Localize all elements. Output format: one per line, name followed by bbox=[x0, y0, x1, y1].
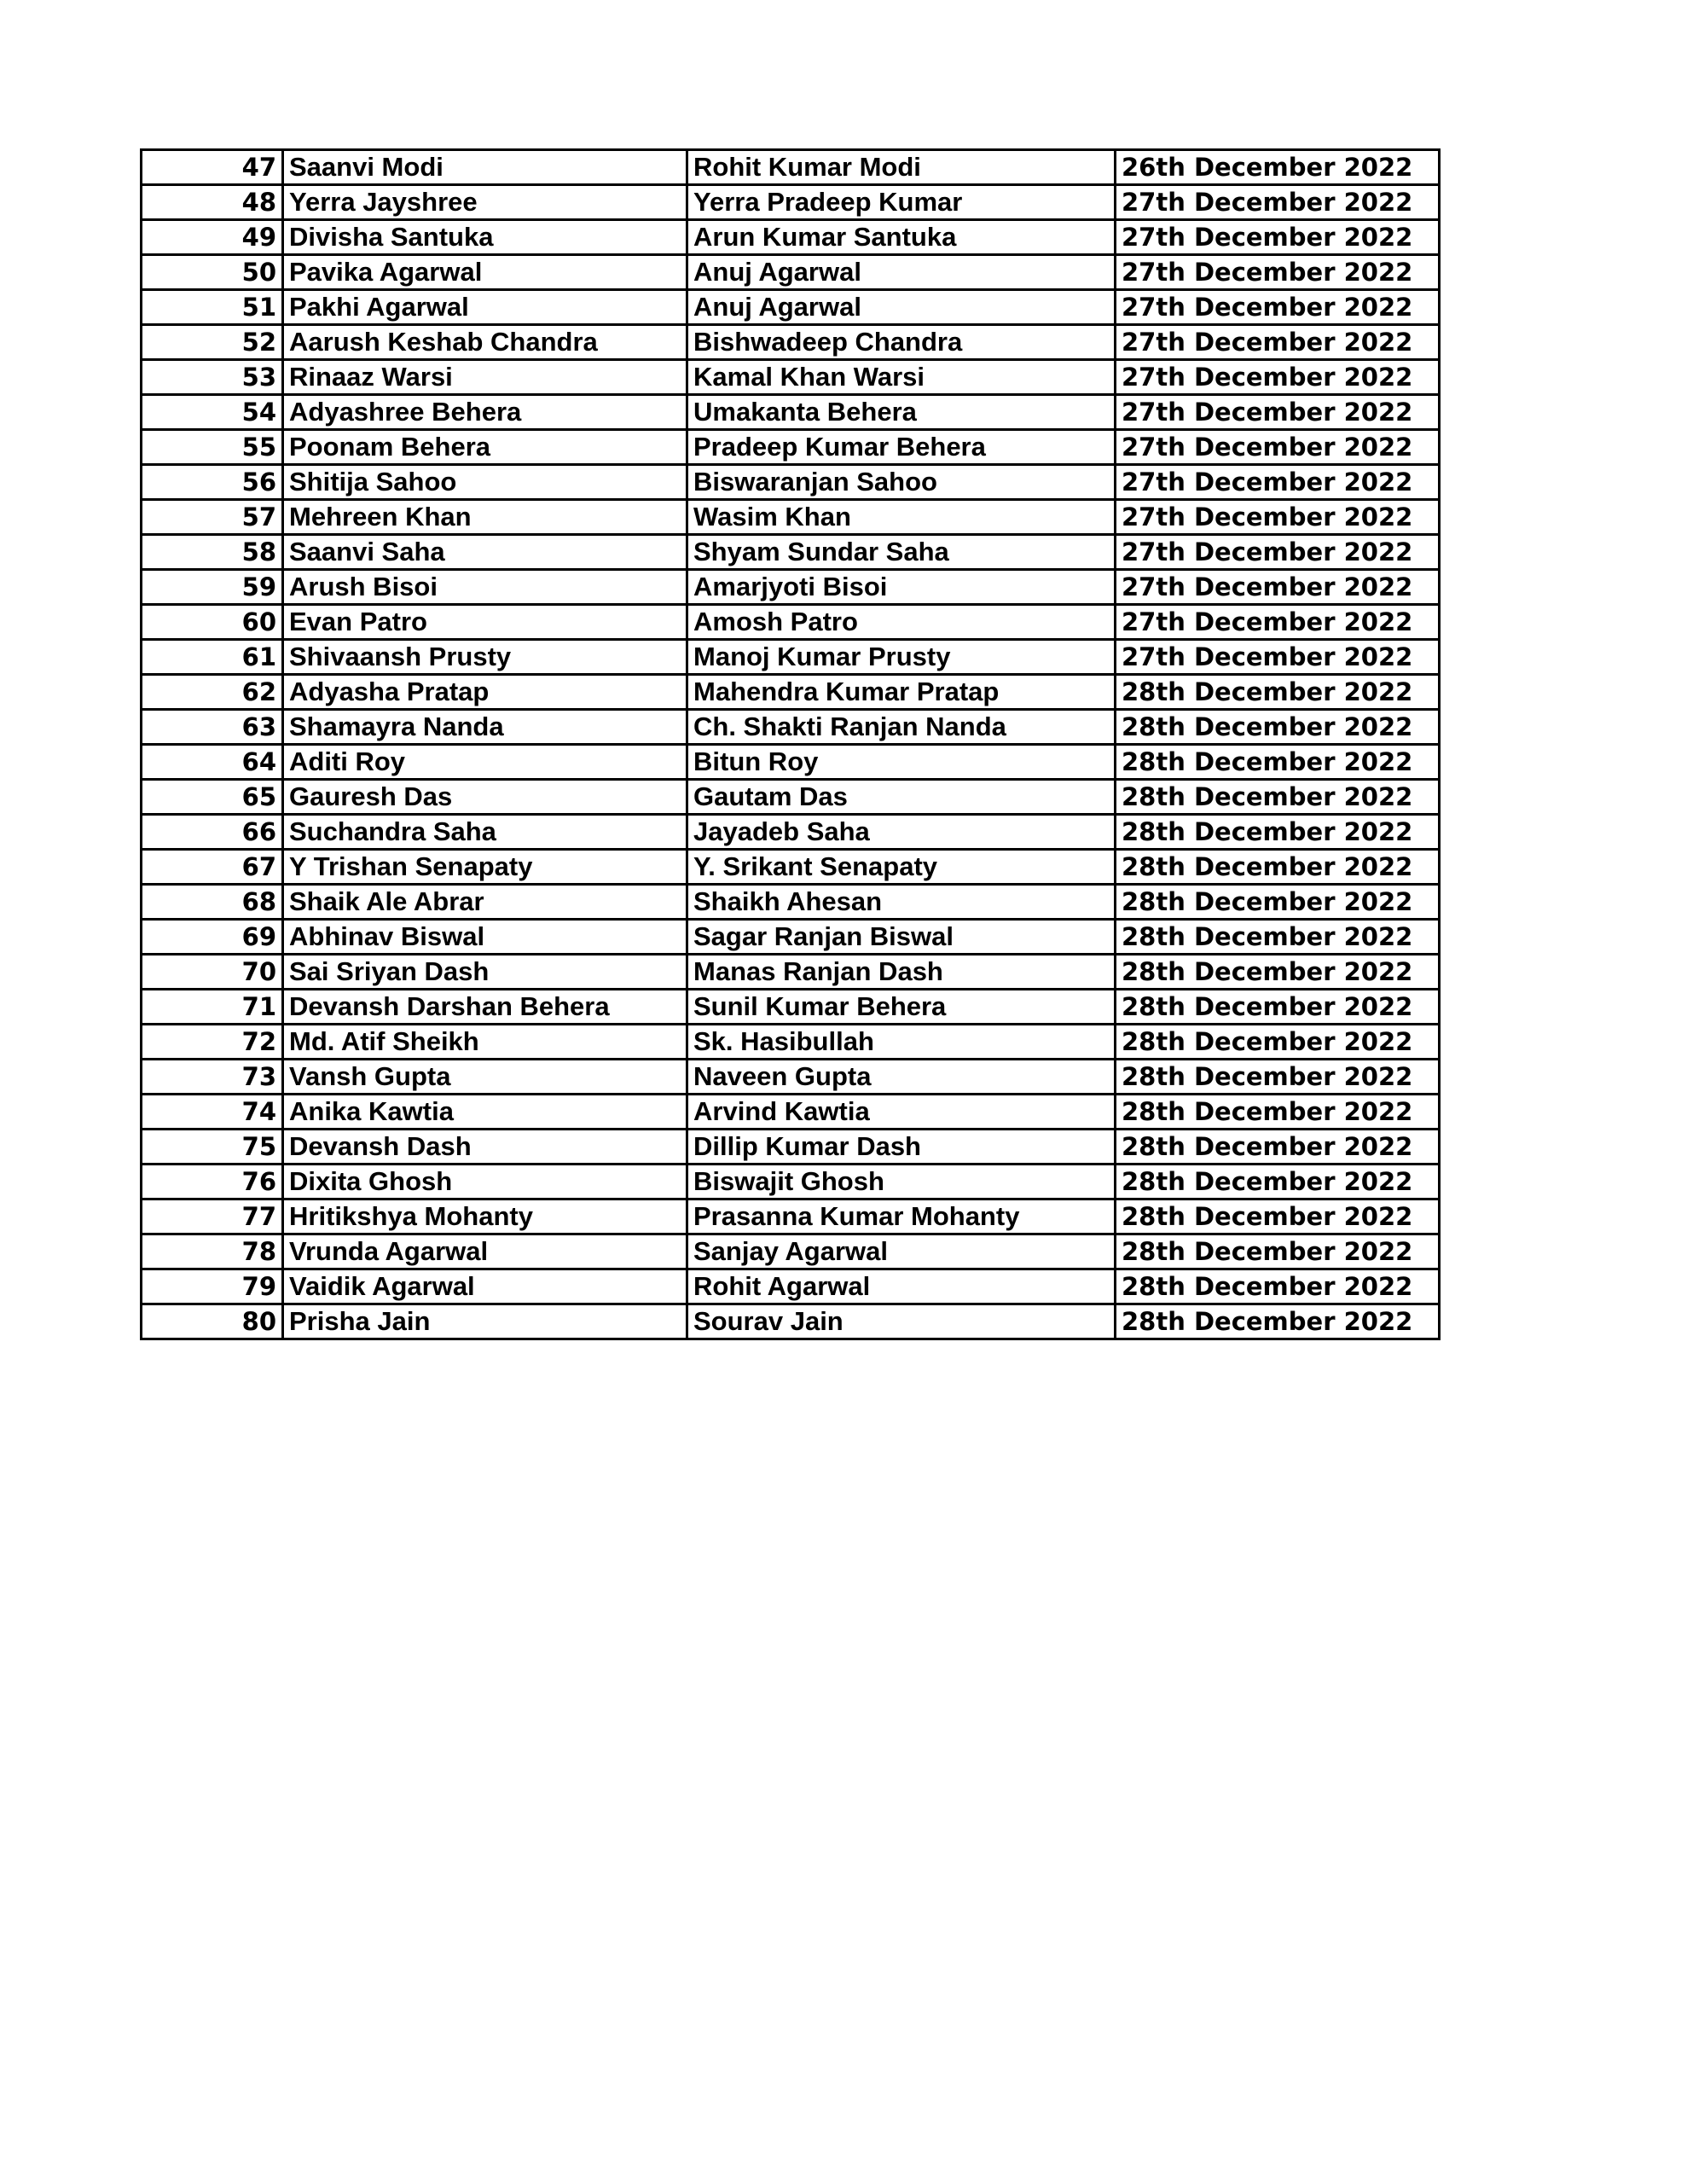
records-table-body bbox=[142, 150, 1440, 1339]
row-number-cell: 65 bbox=[142, 780, 283, 815]
row-number-cell: 76 bbox=[142, 1165, 283, 1199]
table-row bbox=[142, 500, 1440, 535]
table-row bbox=[142, 290, 1440, 325]
child-name-cell: Rinaaz Warsi bbox=[283, 360, 687, 395]
table-row bbox=[142, 605, 1440, 640]
child-name-cell: Arush Bisoi bbox=[283, 570, 687, 605]
date-cell: 28th December 2022 bbox=[1116, 780, 1440, 815]
parent-name-cell: Amosh Patro bbox=[687, 605, 1116, 640]
parent-name-cell: Rohit Kumar Modi bbox=[687, 150, 1116, 185]
child-name-cell: Poonam Behera bbox=[283, 430, 687, 465]
parent-name-cell: Sourav Jain bbox=[687, 1304, 1116, 1339]
parent-name-cell: Umakanta Behera bbox=[687, 395, 1116, 430]
row-number-cell: 74 bbox=[142, 1095, 283, 1130]
table-row bbox=[142, 255, 1440, 290]
table-row bbox=[142, 150, 1440, 185]
table-row bbox=[142, 465, 1440, 500]
row-number-cell: 59 bbox=[142, 570, 283, 605]
child-name-cell: Y Trishan Senapaty bbox=[283, 850, 687, 885]
parent-name-cell: Dillip Kumar Dash bbox=[687, 1130, 1116, 1165]
child-name-cell: Shamayra Nanda bbox=[283, 710, 687, 745]
row-number-cell: 56 bbox=[142, 465, 283, 500]
parent-name-cell: Arvind Kawtia bbox=[687, 1095, 1116, 1130]
table-row bbox=[142, 1304, 1440, 1339]
child-name-cell: Evan Patro bbox=[283, 605, 687, 640]
parent-name-cell: Yerra Pradeep Kumar bbox=[687, 185, 1116, 220]
date-cell: 27th December 2022 bbox=[1116, 465, 1440, 500]
child-name-cell: Suchandra Saha bbox=[283, 815, 687, 850]
child-name-cell: Anika Kawtia bbox=[283, 1095, 687, 1130]
child-name-cell: Shivaansh Prusty bbox=[283, 640, 687, 675]
table-row bbox=[142, 640, 1440, 675]
row-number-cell: 57 bbox=[142, 500, 283, 535]
parent-name-cell: Sanjay Agarwal bbox=[687, 1234, 1116, 1269]
parent-name-cell: Rohit Agarwal bbox=[687, 1269, 1116, 1304]
parent-name-cell: Biswajit Ghosh bbox=[687, 1165, 1116, 1199]
date-cell: 26th December 2022 bbox=[1116, 150, 1440, 185]
child-name-cell: Devansh Darshan Behera bbox=[283, 990, 687, 1025]
row-number-cell: 69 bbox=[142, 920, 283, 955]
row-number-cell: 58 bbox=[142, 535, 283, 570]
row-number-cell: 79 bbox=[142, 1269, 283, 1304]
row-number-cell: 62 bbox=[142, 675, 283, 710]
row-number-cell: 75 bbox=[142, 1130, 283, 1165]
child-name-cell: Aarush Keshab Chandra bbox=[283, 325, 687, 360]
child-name-cell: Shaik Ale Abrar bbox=[283, 885, 687, 920]
row-number-cell: 63 bbox=[142, 710, 283, 745]
date-cell: 27th December 2022 bbox=[1116, 430, 1440, 465]
child-name-cell: Abhinav Biswal bbox=[283, 920, 687, 955]
date-cell: 28th December 2022 bbox=[1116, 815, 1440, 850]
date-cell: 27th December 2022 bbox=[1116, 605, 1440, 640]
row-number-cell: 55 bbox=[142, 430, 283, 465]
date-cell: 27th December 2022 bbox=[1116, 570, 1440, 605]
parent-name-cell: Pradeep Kumar Behera bbox=[687, 430, 1116, 465]
table-row bbox=[142, 570, 1440, 605]
date-cell: 28th December 2022 bbox=[1116, 850, 1440, 885]
date-cell: 27th December 2022 bbox=[1116, 220, 1440, 255]
records-table bbox=[140, 148, 1441, 1340]
date-cell: 27th December 2022 bbox=[1116, 185, 1440, 220]
child-name-cell: Saanvi Modi bbox=[283, 150, 687, 185]
date-cell: 27th December 2022 bbox=[1116, 255, 1440, 290]
row-number-cell: 73 bbox=[142, 1060, 283, 1095]
parent-name-cell: Manoj Kumar Prusty bbox=[687, 640, 1116, 675]
parent-name-cell: Biswaranjan Sahoo bbox=[687, 465, 1116, 500]
parent-name-cell: Bitun Roy bbox=[687, 745, 1116, 780]
date-cell: 28th December 2022 bbox=[1116, 920, 1440, 955]
child-name-cell: Shitija Sahoo bbox=[283, 465, 687, 500]
table-row bbox=[142, 185, 1440, 220]
row-number-cell: 66 bbox=[142, 815, 283, 850]
row-number-cell: 64 bbox=[142, 745, 283, 780]
row-number-cell: 60 bbox=[142, 605, 283, 640]
date-cell: 28th December 2022 bbox=[1116, 1095, 1440, 1130]
parent-name-cell: Naveen Gupta bbox=[687, 1060, 1116, 1095]
row-number-cell: 51 bbox=[142, 290, 283, 325]
row-number-cell: 53 bbox=[142, 360, 283, 395]
parent-name-cell: Arun Kumar Santuka bbox=[687, 220, 1116, 255]
date-cell: 27th December 2022 bbox=[1116, 500, 1440, 535]
parent-name-cell: Gautam Das bbox=[687, 780, 1116, 815]
table-row bbox=[142, 360, 1440, 395]
parent-name-cell: Anuj Agarwal bbox=[687, 290, 1116, 325]
row-number-cell: 77 bbox=[142, 1199, 283, 1234]
parent-name-cell: Prasanna Kumar Mohanty bbox=[687, 1199, 1116, 1234]
row-number-cell: 80 bbox=[142, 1304, 283, 1339]
table-row bbox=[142, 850, 1440, 885]
row-number-cell: 67 bbox=[142, 850, 283, 885]
row-number-cell: 61 bbox=[142, 640, 283, 675]
date-cell: 27th December 2022 bbox=[1116, 535, 1440, 570]
row-number-cell: 54 bbox=[142, 395, 283, 430]
date-cell: 28th December 2022 bbox=[1116, 1165, 1440, 1199]
date-cell: 28th December 2022 bbox=[1116, 1130, 1440, 1165]
parent-name-cell: Y. Srikant Senapaty bbox=[687, 850, 1116, 885]
child-name-cell: Mehreen Khan bbox=[283, 500, 687, 535]
row-number-cell: 68 bbox=[142, 885, 283, 920]
child-name-cell: Devansh Dash bbox=[283, 1130, 687, 1165]
table-row bbox=[142, 395, 1440, 430]
parent-name-cell: Anuj Agarwal bbox=[687, 255, 1116, 290]
parent-name-cell: Shyam Sundar Saha bbox=[687, 535, 1116, 570]
child-name-cell: Sai Sriyan Dash bbox=[283, 955, 687, 990]
parent-name-cell: Sunil Kumar Behera bbox=[687, 990, 1116, 1025]
table-row bbox=[142, 1165, 1440, 1199]
child-name-cell: Yerra Jayshree bbox=[283, 185, 687, 220]
table-row bbox=[142, 1199, 1440, 1234]
table-row bbox=[142, 745, 1440, 780]
table-row bbox=[142, 1269, 1440, 1304]
child-name-cell: Pavika Agarwal bbox=[283, 255, 687, 290]
date-cell: 28th December 2022 bbox=[1116, 1234, 1440, 1269]
parent-name-cell: Manas Ranjan Dash bbox=[687, 955, 1116, 990]
date-cell: 27th December 2022 bbox=[1116, 290, 1440, 325]
child-name-cell: Saanvi Saha bbox=[283, 535, 687, 570]
date-cell: 28th December 2022 bbox=[1116, 1199, 1440, 1234]
child-name-cell: Hritikshya Mohanty bbox=[283, 1199, 687, 1234]
date-cell: 28th December 2022 bbox=[1116, 1304, 1440, 1339]
row-number-cell: 47 bbox=[142, 150, 283, 185]
parent-name-cell: Wasim Khan bbox=[687, 500, 1116, 535]
date-cell: 28th December 2022 bbox=[1116, 990, 1440, 1025]
row-number-cell: 72 bbox=[142, 1025, 283, 1060]
child-name-cell: Md. Atif Sheikh bbox=[283, 1025, 687, 1060]
row-number-cell: 71 bbox=[142, 990, 283, 1025]
table-row bbox=[142, 955, 1440, 990]
date-cell: 28th December 2022 bbox=[1116, 1025, 1440, 1060]
date-cell: 28th December 2022 bbox=[1116, 710, 1440, 745]
row-number-cell: 52 bbox=[142, 325, 283, 360]
table-row bbox=[142, 815, 1440, 850]
row-number-cell: 48 bbox=[142, 185, 283, 220]
row-number-cell: 78 bbox=[142, 1234, 283, 1269]
date-cell: 28th December 2022 bbox=[1116, 1269, 1440, 1304]
child-name-cell: Adyashree Behera bbox=[283, 395, 687, 430]
date-cell: 28th December 2022 bbox=[1116, 675, 1440, 710]
child-name-cell: Pakhi Agarwal bbox=[283, 290, 687, 325]
child-name-cell: Adyasha Pratap bbox=[283, 675, 687, 710]
child-name-cell: Vansh Gupta bbox=[283, 1060, 687, 1095]
parent-name-cell: Amarjyoti Bisoi bbox=[687, 570, 1116, 605]
date-cell: 28th December 2022 bbox=[1116, 1060, 1440, 1095]
parent-name-cell: Jayadeb Saha bbox=[687, 815, 1116, 850]
table-row bbox=[142, 325, 1440, 360]
table-row bbox=[142, 1025, 1440, 1060]
table-row bbox=[142, 920, 1440, 955]
parent-name-cell: Bishwadeep Chandra bbox=[687, 325, 1116, 360]
date-cell: 28th December 2022 bbox=[1116, 885, 1440, 920]
date-cell: 28th December 2022 bbox=[1116, 745, 1440, 780]
row-number-cell: 50 bbox=[142, 255, 283, 290]
date-cell: 27th December 2022 bbox=[1116, 325, 1440, 360]
date-cell: 28th December 2022 bbox=[1116, 955, 1440, 990]
parent-name-cell: Sk. Hasibullah bbox=[687, 1025, 1116, 1060]
date-cell: 27th December 2022 bbox=[1116, 360, 1440, 395]
parent-name-cell: Sagar Ranjan Biswal bbox=[687, 920, 1116, 955]
table-row bbox=[142, 220, 1440, 255]
table-row bbox=[142, 675, 1440, 710]
parent-name-cell: Shaikh Ahesan bbox=[687, 885, 1116, 920]
child-name-cell: Vaidik Agarwal bbox=[283, 1269, 687, 1304]
table-row bbox=[142, 780, 1440, 815]
parent-name-cell: Ch. Shakti Ranjan Nanda bbox=[687, 710, 1116, 745]
table-row bbox=[142, 430, 1440, 465]
table-row bbox=[142, 1234, 1440, 1269]
table-row bbox=[142, 710, 1440, 745]
table-row bbox=[142, 885, 1440, 920]
child-name-cell: Gauresh Das bbox=[283, 780, 687, 815]
child-name-cell: Aditi Roy bbox=[283, 745, 687, 780]
child-name-cell: Vrunda Agarwal bbox=[283, 1234, 687, 1269]
table-row bbox=[142, 1095, 1440, 1130]
parent-name-cell: Mahendra Kumar Pratap bbox=[687, 675, 1116, 710]
date-cell: 27th December 2022 bbox=[1116, 640, 1440, 675]
table-row bbox=[142, 1130, 1440, 1165]
row-number-cell: 70 bbox=[142, 955, 283, 990]
child-name-cell: Dixita Ghosh bbox=[283, 1165, 687, 1199]
table-row bbox=[142, 1060, 1440, 1095]
table-row bbox=[142, 535, 1440, 570]
child-name-cell: Prisha Jain bbox=[283, 1304, 687, 1339]
child-name-cell: Divisha Santuka bbox=[283, 220, 687, 255]
table-row bbox=[142, 990, 1440, 1025]
parent-name-cell: Kamal Khan Warsi bbox=[687, 360, 1116, 395]
row-number-cell: 49 bbox=[142, 220, 283, 255]
date-cell: 27th December 2022 bbox=[1116, 395, 1440, 430]
